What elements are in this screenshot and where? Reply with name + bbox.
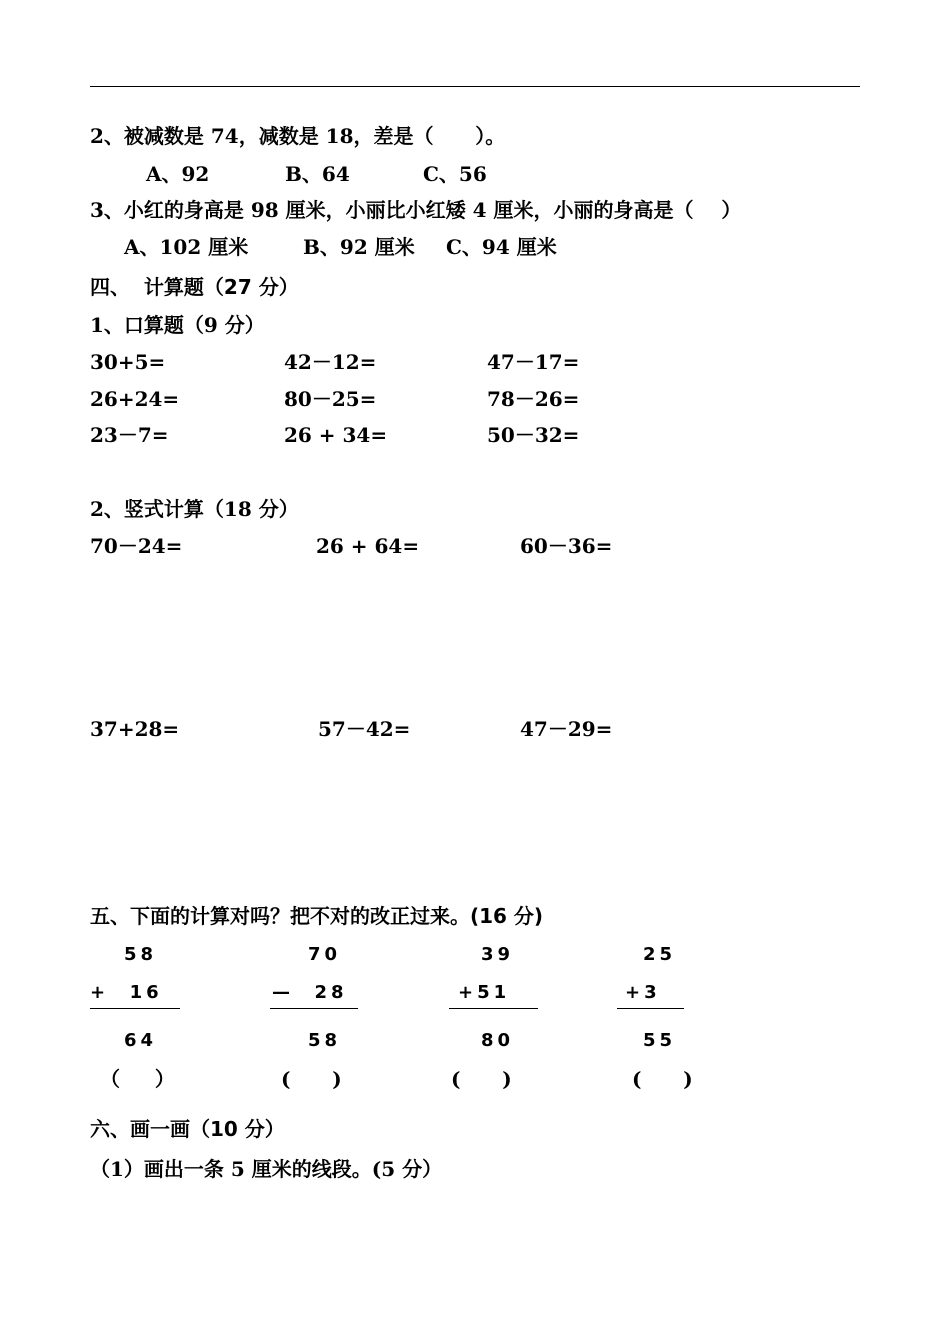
oral-item: 26 + 34= [284, 423, 388, 447]
oral-item: 23－7= [90, 423, 169, 447]
check-problem-result: 80 [481, 1030, 515, 1051]
vertical-item: 57－42= [318, 717, 411, 741]
vertical-item: 26 + 64= [316, 534, 420, 558]
question-2-option-b: B、64 [285, 162, 350, 186]
oral-item: 26+24= [90, 387, 180, 411]
oral-item: 50－32= [487, 423, 580, 447]
check-problem-top: 39 [481, 944, 515, 965]
question-3-option-c: C、94 厘米 [446, 235, 557, 259]
vertical-item: 47－29= [520, 717, 613, 741]
vertical-item: 37+28= [90, 717, 180, 741]
check-problem-top: 25 [643, 944, 677, 965]
check-problem-top: 70 [308, 944, 342, 965]
question-2-option-a: A、92 [146, 162, 210, 186]
check-problem-line [449, 1008, 538, 1009]
oral-calc-title: 1、口算题（9 分） [90, 313, 265, 337]
check-problem-bottom: — 28 [272, 982, 348, 1003]
question-2-stem: 2、被减数是 74，减数是 18，差是（ ）。 [90, 124, 506, 148]
draw-item-1: （1）画出一条 5 厘米的线段。(5 分） [90, 1157, 443, 1181]
check-problem-result: 58 [308, 1030, 342, 1051]
check-problem-line [90, 1008, 180, 1009]
oral-item: 30+5= [90, 350, 166, 374]
check-problem-line [270, 1008, 358, 1009]
question-3-option-a: A、102 厘米 [124, 235, 249, 259]
check-problem-bottom: +51 [458, 982, 511, 1003]
answer-blank[interactable]: ( ) [632, 1067, 693, 1091]
oral-item: 47－17= [487, 350, 580, 374]
check-problem-bottom: + 16 [90, 982, 163, 1003]
answer-blank[interactable]: ( ) [281, 1067, 342, 1091]
answer-blank[interactable]: ( ) [451, 1067, 512, 1091]
vertical-calc-title: 2、竖式计算（18 分） [90, 497, 299, 521]
section-6-title: 六、画一画（10 分） [90, 1117, 285, 1141]
check-problem-top: 58 [124, 944, 158, 965]
vertical-item: 70－24= [90, 534, 183, 558]
check-problem-result: 64 [124, 1030, 158, 1051]
header-rule [90, 86, 860, 87]
check-problem-result: 55 [643, 1030, 677, 1051]
question-3-stem: 3、小红的身高是 98 厘米，小丽比小红矮 4 厘米，小丽的身高是（ ） [90, 198, 742, 222]
check-problem-line [617, 1008, 684, 1009]
oral-item: 42－12= [284, 350, 377, 374]
section-5-title: 五、下面的计算对吗？把不对的改正过来。(16 分) [90, 904, 544, 928]
check-problem-bottom: +3 [625, 982, 661, 1003]
question-2-option-c: C、56 [423, 162, 487, 186]
answer-blank[interactable]: （ ） [100, 1067, 175, 1091]
vertical-item: 60－36= [520, 534, 613, 558]
section-4-title: 四、 计算题（27 分） [90, 275, 299, 299]
question-3-option-b: B、92 厘米 [303, 235, 415, 259]
oral-item: 80－25= [284, 387, 377, 411]
oral-item: 78－26= [487, 387, 580, 411]
